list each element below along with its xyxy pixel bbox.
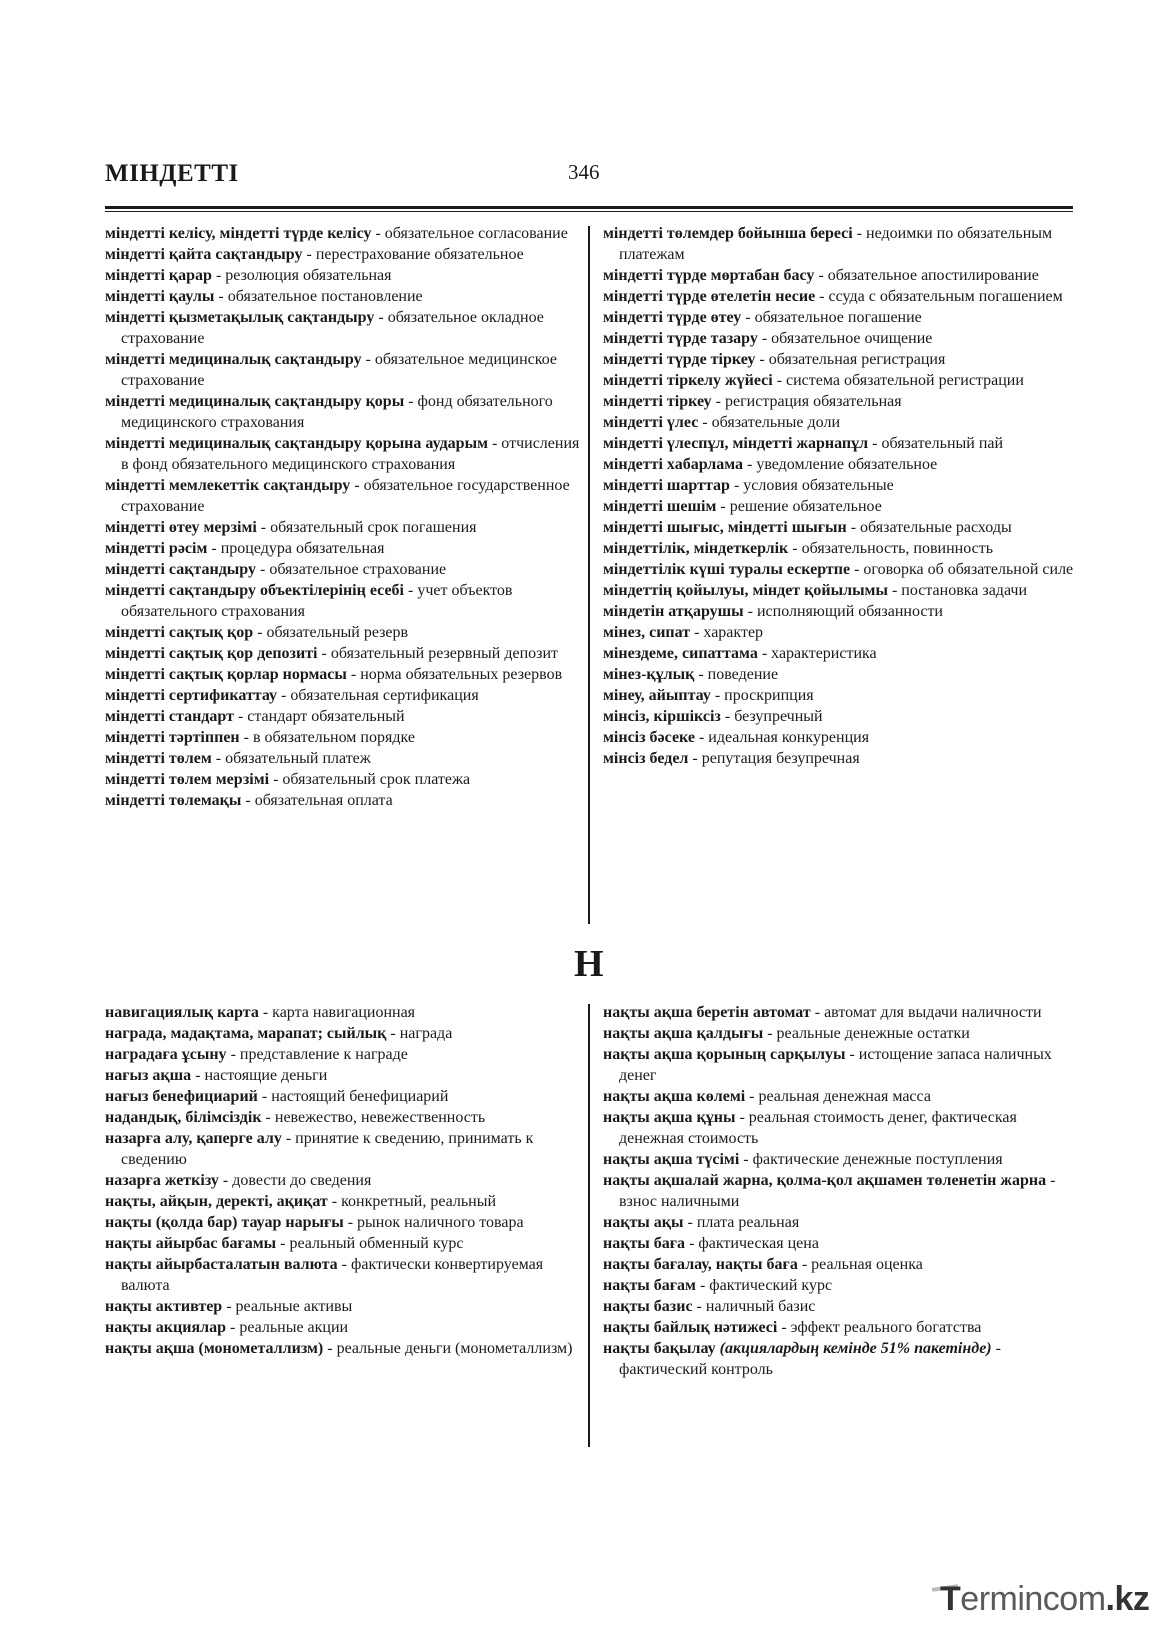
- dictionary-entry: [603, 1275, 1078, 1296]
- entry-definition: - реальные акции: [225, 1319, 349, 1336]
- dictionary-entry: [603, 727, 1078, 748]
- dictionary-entry: [105, 307, 583, 349]
- header-rule-thin: [105, 211, 1073, 212]
- dictionary-entry: [105, 538, 583, 559]
- dictionary-entry: [105, 1044, 583, 1065]
- entry-definition: - процедура обязательная: [207, 540, 385, 557]
- entry-term: міндетті қызметақылық сақтандыру: [105, 309, 375, 326]
- entry-definition: - недоимки по обязательным платежам: [619, 225, 1053, 263]
- dictionary-entry: [105, 391, 583, 433]
- entry-definition: - наличный базис: [692, 1298, 816, 1315]
- entry-term: міндетті шарттар: [603, 477, 730, 494]
- entry-term: нақты ақша түсімі: [603, 1151, 740, 1168]
- dictionary-entry: [603, 601, 1078, 622]
- entry-definition: - настоящий бенефициарий: [257, 1088, 449, 1105]
- dictionary-entry: [105, 685, 583, 706]
- entry-term: міндетті медициналық сақтандыру қоры: [105, 393, 405, 410]
- dictionary-entry: [603, 454, 1078, 475]
- entry-definition: - характеристика: [757, 645, 877, 662]
- entry-definition: - реальная денежная масса: [745, 1088, 931, 1105]
- entry-note: (акциялардың кемінде 51% пакетінде): [715, 1340, 992, 1357]
- dictionary-entry: [105, 664, 583, 685]
- entry-term: нақты бағалау, нақты баға: [603, 1256, 798, 1273]
- entry-definition: - реальные денежные остатки: [763, 1025, 970, 1042]
- entry-term: нақты, айқын, деректі, ақиқат: [105, 1193, 328, 1210]
- entry-term: міндетті медициналық сақтандыру қорына аударым: [105, 435, 488, 452]
- dictionary-entry: [603, 223, 1078, 265]
- entry-term: назарға жеткізу: [105, 1172, 219, 1189]
- entry-term: нақты бақылау: [603, 1340, 716, 1357]
- dictionary-entry: [105, 1338, 583, 1359]
- entry-term: наградаға ұсыну: [105, 1046, 227, 1063]
- entry-term: міндетті хабарлама: [603, 456, 743, 473]
- dictionary-entry: [105, 349, 583, 391]
- entry-term: нақты ақша қорының сарқылуы: [603, 1046, 846, 1063]
- dictionary-entry: [603, 496, 1078, 517]
- entry-term: мінсіз бәсеке: [603, 729, 695, 746]
- entry-definition: - репутация безупречная: [688, 750, 860, 767]
- entry-term: міндетті тіркелу жүйесі: [603, 372, 773, 389]
- entry-term: міндетті түрде тіркеу: [603, 351, 756, 368]
- entry-definition: - в обязательном порядке: [239, 729, 415, 746]
- entry-definition: - фонд обязательного медицинского страхования: [121, 393, 553, 431]
- entry-definition: - резолюция обязательная: [211, 267, 392, 284]
- header-word: МІНДЕТТІ: [105, 160, 239, 187]
- entry-term: міндетті сақтық қор депозиті: [105, 645, 318, 662]
- entry-definition: - представление к награде: [226, 1046, 408, 1063]
- dictionary-entry: [603, 1170, 1078, 1212]
- dictionary-entry: [603, 643, 1078, 664]
- dictionary-entry: [603, 1254, 1078, 1275]
- dictionary-entry: [603, 1023, 1078, 1044]
- entry-definition: - карта навигационная: [258, 1004, 416, 1021]
- dictionary-entry: [603, 349, 1078, 370]
- section1-right-column: [603, 223, 1078, 769]
- entry-term: міндетті төлемдер бойынша бересі: [603, 225, 853, 242]
- logo-part1: T: [940, 1580, 961, 1618]
- entry-term: нақты ақша қалдығы: [603, 1025, 764, 1042]
- entry-definition: - обязательная сертификация: [277, 687, 479, 704]
- dictionary-entry: [105, 643, 583, 664]
- dictionary-entry: [105, 1065, 583, 1086]
- entry-definition: - обязательный резерв: [253, 624, 409, 641]
- dictionary-entry: [105, 1296, 583, 1317]
- entry-definition: - проскрипция: [710, 687, 814, 704]
- dictionary-entry: [603, 685, 1078, 706]
- entry-definition: - идеальная конкуренция: [694, 729, 870, 746]
- dictionary-entry: [603, 1317, 1078, 1338]
- entry-term: міндетті түрде мөртабан басу: [603, 267, 815, 284]
- entry-definition: - обязательный резервный депозит: [317, 645, 559, 662]
- entry-definition: - обязательный платеж: [211, 750, 371, 767]
- entry-definition: - принятие к сведению, принимать к сведению: [121, 1130, 534, 1168]
- entry-term: міндеттілік күші туралы ескертпе: [603, 561, 851, 578]
- entry-term: міндеттілік, міндеткерлік: [603, 540, 789, 557]
- entry-term: міндетті шығыс, міндетті шығын: [603, 519, 847, 536]
- entry-term: міндетті төлем: [105, 750, 212, 767]
- entry-term: міндетті түрде өтеу: [603, 309, 742, 326]
- entry-definition: - безупречный: [720, 708, 823, 725]
- section1-left-column: [105, 223, 583, 811]
- entry-definition: - реальный обменный курс: [276, 1235, 464, 1252]
- entry-term: нақты айырбасталатын валюта: [105, 1256, 338, 1273]
- column-divider: [588, 1004, 590, 1447]
- entry-term: міндетті стандарт: [105, 708, 234, 725]
- entry-term: нақты ақша құны: [603, 1109, 736, 1126]
- dictionary-entry: [105, 1317, 583, 1338]
- dictionary-entry: [603, 433, 1078, 454]
- entry-term: міндетті сақтық қорлар нормасы: [105, 666, 347, 683]
- entry-term: награда, мадақтама, марапат; сыйлық: [105, 1025, 387, 1042]
- entry-definition: - обязательный пай: [868, 435, 1004, 452]
- dictionary-entry: [105, 265, 583, 286]
- dictionary-entry: [603, 1296, 1078, 1317]
- dictionary-entry: [603, 1044, 1078, 1086]
- entry-definition: - обязательный срок погашения: [256, 519, 477, 536]
- page-number: 346: [568, 160, 600, 184]
- dictionary-entry: [603, 559, 1078, 580]
- entry-term: міндетті сертификаттау: [105, 687, 278, 704]
- entry-term: мінсіз, кіршіксіз: [603, 708, 721, 725]
- entry-definition: - невежество, невежественность: [261, 1109, 486, 1126]
- entry-definition: - постановка задачи: [887, 582, 1028, 599]
- entry-definition: - стандарт обязательный: [233, 708, 405, 725]
- entry-term: міндетті шешім: [603, 498, 717, 515]
- dictionary-entry: [603, 412, 1078, 433]
- entry-definition: - учет объектов обязательного страхования: [121, 582, 513, 620]
- dictionary-entry: [603, 664, 1078, 685]
- entry-term: навигациялық карта: [105, 1004, 259, 1021]
- entry-term: нақты активтер: [105, 1298, 223, 1315]
- dictionary-entry: [105, 769, 583, 790]
- entry-definition: - система обязательной регистрации: [772, 372, 1024, 389]
- entry-term: міндеттің қойылуы, міндет қойылымы: [603, 582, 888, 599]
- entry-term: нақты бағам: [603, 1277, 696, 1294]
- entry-definition: - награда: [386, 1025, 453, 1042]
- entry-definition: - фактически конвертируемая валюта: [121, 1256, 544, 1294]
- entry-definition: - фактическая цена: [685, 1235, 819, 1252]
- entry-definition: - норма обязательных резервов: [346, 666, 563, 683]
- dictionary-entry: [105, 223, 583, 244]
- dictionary-entry: [105, 580, 583, 622]
- entry-definition: - конкретный, реальный: [327, 1193, 497, 1210]
- entry-definition: - обязательная оплата: [241, 792, 393, 809]
- entry-term: нақты базис: [603, 1298, 693, 1315]
- entry-term: міндетті рәсім: [105, 540, 208, 557]
- dictionary-entry: [105, 244, 583, 265]
- entry-term: міндетті үлеспұл, міндетті жарнапұл: [603, 435, 869, 452]
- entry-definition: - обязательное погашение: [741, 309, 922, 326]
- entry-definition: - обязательность, повинность: [788, 540, 994, 557]
- entry-definition: - обязательный срок платежа: [269, 771, 471, 788]
- dictionary-entry: [105, 1254, 583, 1296]
- entry-term: міндетті төлемақы: [105, 792, 242, 809]
- entry-definition: - отчисления в фонд обязательного медицинского страхования: [121, 435, 580, 473]
- entry-definition: - обязательное очищение: [757, 330, 933, 347]
- entry-term: мінез-құлық: [603, 666, 695, 683]
- entry-definition: - реальная оценка: [797, 1256, 923, 1273]
- dictionary-entry: [105, 433, 583, 475]
- entry-term: міндетті өтеу мерзімі: [105, 519, 257, 536]
- dictionary-entry: [105, 1086, 583, 1107]
- entry-term: нақты баға: [603, 1235, 686, 1252]
- dictionary-entry: [603, 622, 1078, 643]
- entry-definition: - реальная стоимость денег, фактическая денежная стоимость: [619, 1109, 1017, 1147]
- dictionary-entry: [105, 517, 583, 538]
- entry-definition: - обязательное согласование: [371, 225, 568, 242]
- entry-definition: - рынок наличного товара: [343, 1214, 524, 1231]
- entry-definition: - обязательное постановление: [214, 288, 423, 305]
- entry-definition: - характер: [690, 624, 764, 641]
- entry-definition: - взнос наличными: [619, 1172, 1056, 1210]
- entry-term: міндетті қайта сақтандыру: [105, 246, 303, 263]
- entry-definition: - настоящие деньги: [191, 1067, 328, 1084]
- entry-term: нақты ақша беретін автомат: [603, 1004, 811, 1021]
- entry-term: міндетті қарар: [105, 267, 212, 284]
- entry-definition: - плата реальная: [683, 1214, 800, 1231]
- dictionary-entry: [603, 748, 1078, 769]
- dictionary-entry: [603, 391, 1078, 412]
- dictionary-entry: [603, 328, 1078, 349]
- entry-definition: - регистрация обязательная: [711, 393, 902, 410]
- dictionary-entry: [105, 1128, 583, 1170]
- entry-term: мінсіз бедел: [603, 750, 689, 767]
- entry-term: міндетті сақтық қор: [105, 624, 254, 641]
- entry-term: міндетті келісу, міндетті түрде келісу: [105, 225, 372, 242]
- dictionary-entry: [603, 1107, 1078, 1149]
- entry-term: нағыз ақша: [105, 1067, 192, 1084]
- entry-term: нақты акциялар: [105, 1319, 226, 1336]
- entry-definition: - автомат для выдачи наличности: [810, 1004, 1042, 1021]
- dictionary-entry: [105, 706, 583, 727]
- entry-definition: - реальные деньги (монометаллизм): [323, 1340, 573, 1357]
- dictionary-entry: [105, 1107, 583, 1128]
- dictionary-entry: [105, 1191, 583, 1212]
- dictionary-entry: [603, 1338, 1078, 1380]
- entry-term: нақты (қолда бар) тауар нарығы: [105, 1214, 344, 1231]
- entry-definition: - перестрахование обязательное: [302, 246, 524, 263]
- entry-term: мінез, сипат: [603, 624, 691, 641]
- dictionary-entry: [603, 1233, 1078, 1254]
- header-rule: [105, 206, 1073, 209]
- entry-definition: - обязательное страхование: [255, 561, 447, 578]
- entry-term: мінездеме, сипаттама: [603, 645, 758, 662]
- entry-term: нақты ақы: [603, 1214, 684, 1231]
- dictionary-entry: [105, 622, 583, 643]
- dictionary-entry: [603, 517, 1078, 538]
- dictionary-entry: [603, 580, 1078, 601]
- entry-term: мінеу, айыптау: [603, 687, 711, 704]
- entry-definition: - фактический курс: [695, 1277, 833, 1294]
- entry-term: нақты айырбас бағамы: [105, 1235, 277, 1252]
- entry-definition: - поведение: [694, 666, 779, 683]
- entry-term: нағыз бенефициарий: [105, 1088, 258, 1105]
- dictionary-entry: [105, 559, 583, 580]
- dictionary-entry: [105, 1233, 583, 1254]
- dictionary-entry: [603, 538, 1078, 559]
- entry-definition: - ссуда с обязательным погашением: [815, 288, 1063, 305]
- entry-definition: - обязательная регистрация: [755, 351, 946, 368]
- entry-term: назарға алу, қаперге алу: [105, 1130, 282, 1147]
- entry-definition: - обязательные доли: [698, 414, 840, 431]
- entry-definition: - обязательное государственное страхование: [121, 477, 570, 515]
- column-divider: [588, 226, 590, 924]
- entry-definition: - уведомление обязательное: [742, 456, 938, 473]
- entry-definition: - обязательное медицинское страхование: [121, 351, 558, 389]
- site-logo: [940, 1580, 1150, 1624]
- entry-term: міндетті төлем мерзімі: [105, 771, 270, 788]
- dictionary-entry: [603, 1002, 1078, 1023]
- entry-term: міндетті мемлекеттік сақтандыру: [105, 477, 351, 494]
- entry-definition: - эффект реального богатства: [777, 1319, 982, 1336]
- dictionary-entry: [603, 1086, 1078, 1107]
- entry-definition: - фактический контроль: [619, 1340, 1001, 1378]
- dictionary-entry: [105, 1002, 583, 1023]
- entry-definition: - обязательное окладное страхование: [121, 309, 544, 347]
- entry-term: нақты ақша (монометаллизм): [105, 1340, 324, 1357]
- dictionary-entry: [603, 307, 1078, 328]
- dictionary-entry: [603, 475, 1078, 496]
- entry-definition: - довести до сведения: [218, 1172, 372, 1189]
- dictionary-entry: [105, 286, 583, 307]
- logo-part3: .kz: [1105, 1580, 1150, 1618]
- entry-term: міндетті тіркеу: [603, 393, 712, 410]
- entry-definition: - решение обязательное: [716, 498, 882, 515]
- dictionary-entry: [105, 1023, 583, 1044]
- section2-right-column: [603, 1002, 1078, 1380]
- entry-term: міндетті сақтандыру объектілерінің есебі: [105, 582, 404, 599]
- dictionary-entry: [105, 475, 583, 517]
- entry-definition: - фактические денежные поступления: [739, 1151, 1003, 1168]
- entry-term: міндетін атқарушы: [603, 603, 744, 620]
- dictionary-entry: [603, 370, 1078, 391]
- entry-term: нақты ақша көлемі: [603, 1088, 746, 1105]
- entry-term: міндетті үлес: [603, 414, 699, 431]
- entry-term: міндетті сақтандыру: [105, 561, 256, 578]
- section-letter-heading: Н: [574, 943, 604, 985]
- entry-term: нақты байлық нәтижесі: [603, 1319, 778, 1336]
- entry-term: міндетті қаулы: [105, 288, 215, 305]
- entry-definition: - исполняющий обязанности: [743, 603, 943, 620]
- dictionary-entry: [105, 1170, 583, 1191]
- section2-left-column: [105, 1002, 583, 1359]
- dictionary-entry: [603, 286, 1078, 307]
- dictionary-entry: [105, 748, 583, 769]
- entry-term: міндетті медициналық сақтандыру: [105, 351, 362, 368]
- dictionary-entry: [105, 790, 583, 811]
- entry-definition: - реальные активы: [222, 1298, 353, 1315]
- dictionary-entry: [603, 265, 1078, 286]
- entry-definition: - истощение запаса наличных денег: [619, 1046, 1052, 1084]
- dictionary-entry: [603, 1212, 1078, 1233]
- entry-term: надандық, білімсіздік: [105, 1109, 262, 1126]
- logo-part2: ermincom: [960, 1580, 1106, 1618]
- entry-definition: - оговорка об обязательной силе: [850, 561, 1074, 578]
- dictionary-entry: [603, 706, 1078, 727]
- entry-term: нақты ақшалай жарна, қолма-қол ақшамен төленетін жарна: [603, 1172, 1047, 1189]
- entry-term: міндетті түрде өтелетін несие: [603, 288, 816, 305]
- entry-term: міндетті түрде тазару: [603, 330, 758, 347]
- entry-term: міндетті тәртіппен: [105, 729, 240, 746]
- entry-definition: - условия обязательные: [729, 477, 894, 494]
- entry-definition: - обязательное апостилирование: [814, 267, 1039, 284]
- dictionary-entry: [105, 1212, 583, 1233]
- entry-definition: - обязательные расходы: [846, 519, 1012, 536]
- dictionary-entry: [105, 727, 583, 748]
- dictionary-entry: [603, 1149, 1078, 1170]
